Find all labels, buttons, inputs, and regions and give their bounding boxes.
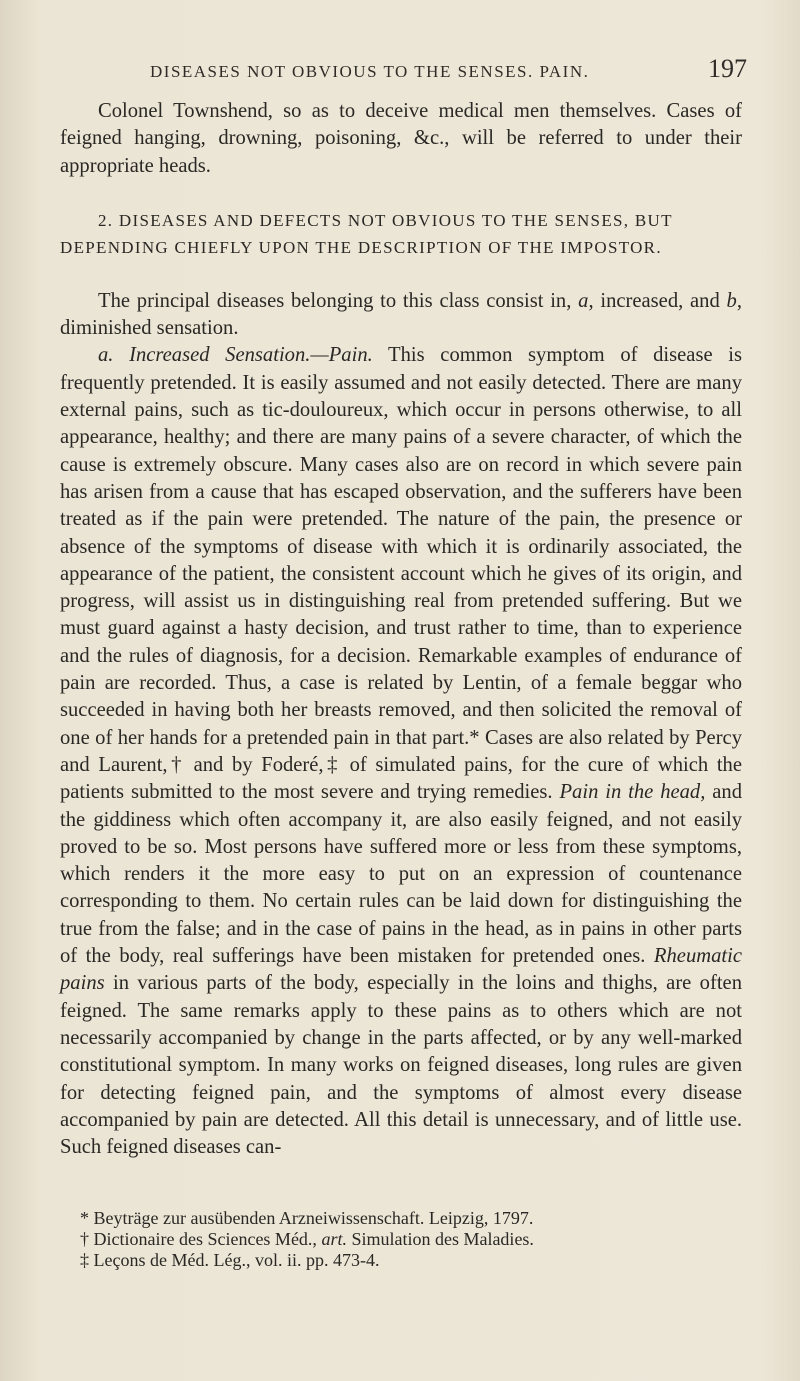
footnote-3: [60, 1250, 742, 1271]
section-heading: 2. DISEASES AND DEFECTS NOT OBVIOUS TO THE SENSES, BUT DEPENDING CHIEFLY UPON THE DESCRIPTION OF THE IMPOSTOR.: [60, 210, 673, 257]
page-number: 197: [708, 54, 747, 83]
paragraph-pain: [60, 342, 742, 1161]
pain-in-head-term: Pain in the head,: [559, 781, 706, 804]
footnote-2: [60, 1229, 742, 1250]
page-header: [0, 38, 800, 83]
pain-text-3: in various parts of the body, especially in the loins and thighs, are often feigned. The same remarks apply to these pains as to others which are not necessarily accompanied by change in the parts affected, or by any well-marked constitutional symptom. In many works on feigned diseases, long rules are given for detecting feigned pain, and the symptoms of almost every disease accompanied by pain are detected. All this detail is unnecessary, and of little use. Such feigned diseases can-: [60, 972, 742, 1159]
body-text: [60, 98, 742, 1161]
running-head: DISEASES NOT OBVIOUS TO THE SENSES. PAIN.: [150, 62, 590, 81]
pain-text-2: and the giddiness which often accompany it, are also easily feigned, and not easily proved to be so. Most persons have suffered more or less from these symptoms, which renders it the more easy to put on an expression of countenance corresponding to them. No certain rules can be laid down for distinguishing the true from the false; and in the case of pains in the head, as in pains in other parts of the body, real sufferings have been mistaken for pretended ones.: [60, 781, 742, 968]
rheumatic-pains-term: Rheumatic pains: [60, 945, 742, 995]
intro-b-marker: b: [726, 289, 737, 312]
footnote-3-text: ‡ Leçons de Méd. Lég., vol. ii. pp. 473-4.: [80, 1250, 380, 1270]
footnotes: [60, 1208, 742, 1271]
intro-lead: The principal diseases belonging to this class consist in,: [98, 289, 579, 312]
intro-mid: , increased, and: [588, 289, 727, 312]
pain-text-1: This common symptom of disease is frequently pretended. It is easily assumed and not easily detected. There are many external pains, such as tic-douloureux, which occur in persons otherwise, to all appearance, healthy; and there are many pains of a severe character, of which the cause is extremely obscure. Many cases also are on record in which severe pain has arisen from a cause that has escaped observation, and the sufferers have been treated as if the pain were pretended. The nature of the pain, the presence or absence of the symptoms of disease with which it is ordinarily associated, the appearance of the patient, the consistent account which he gives of its origin, and progress, will assist us in distinguishing real from pretended suffering. But we must guard against a hasty decision, and trust rather to time, than to experience and the rules of diagnosis, for a decision. Remarkable examples of endurance of pain are recorded. Thus, a case is related by Lentin, of a female beggar who succeeded in having both her breasts removed, and then solicited the removal of one of her hands for a pretended pain in that part.* Cases are also related by Percy and Laurent,† and by Foderé,‡ of simulated pains, for the cure of which the patients submitted to the most severe and trying remedies.: [60, 344, 742, 804]
pain-subheading: a. Increased Sensation.—Pain.: [98, 344, 373, 367]
intro-tail: , diminished sensation.: [60, 289, 742, 340]
paragraph-continuation: Colonel Townshend, so as to deceive medical men themselves. Cases of feigned hanging, drowning, poisoning, &c., will be referred to under their appropriate heads.: [60, 100, 742, 177]
footnote-1-text: * Beyträge zur ausübenden Arzneiwissenschaft. Leipzig, 1797.: [80, 1208, 534, 1228]
footnote-2-text-after: Simulation des Maladies.: [346, 1229, 534, 1249]
intro-a-marker: a: [578, 289, 589, 312]
footnote-2-italic: art.: [321, 1229, 347, 1249]
footnote-2-text: † Dictionaire des Sciences Méd.,: [80, 1229, 322, 1249]
paragraph-intro: [60, 288, 742, 343]
footnote-1: [60, 1208, 742, 1229]
